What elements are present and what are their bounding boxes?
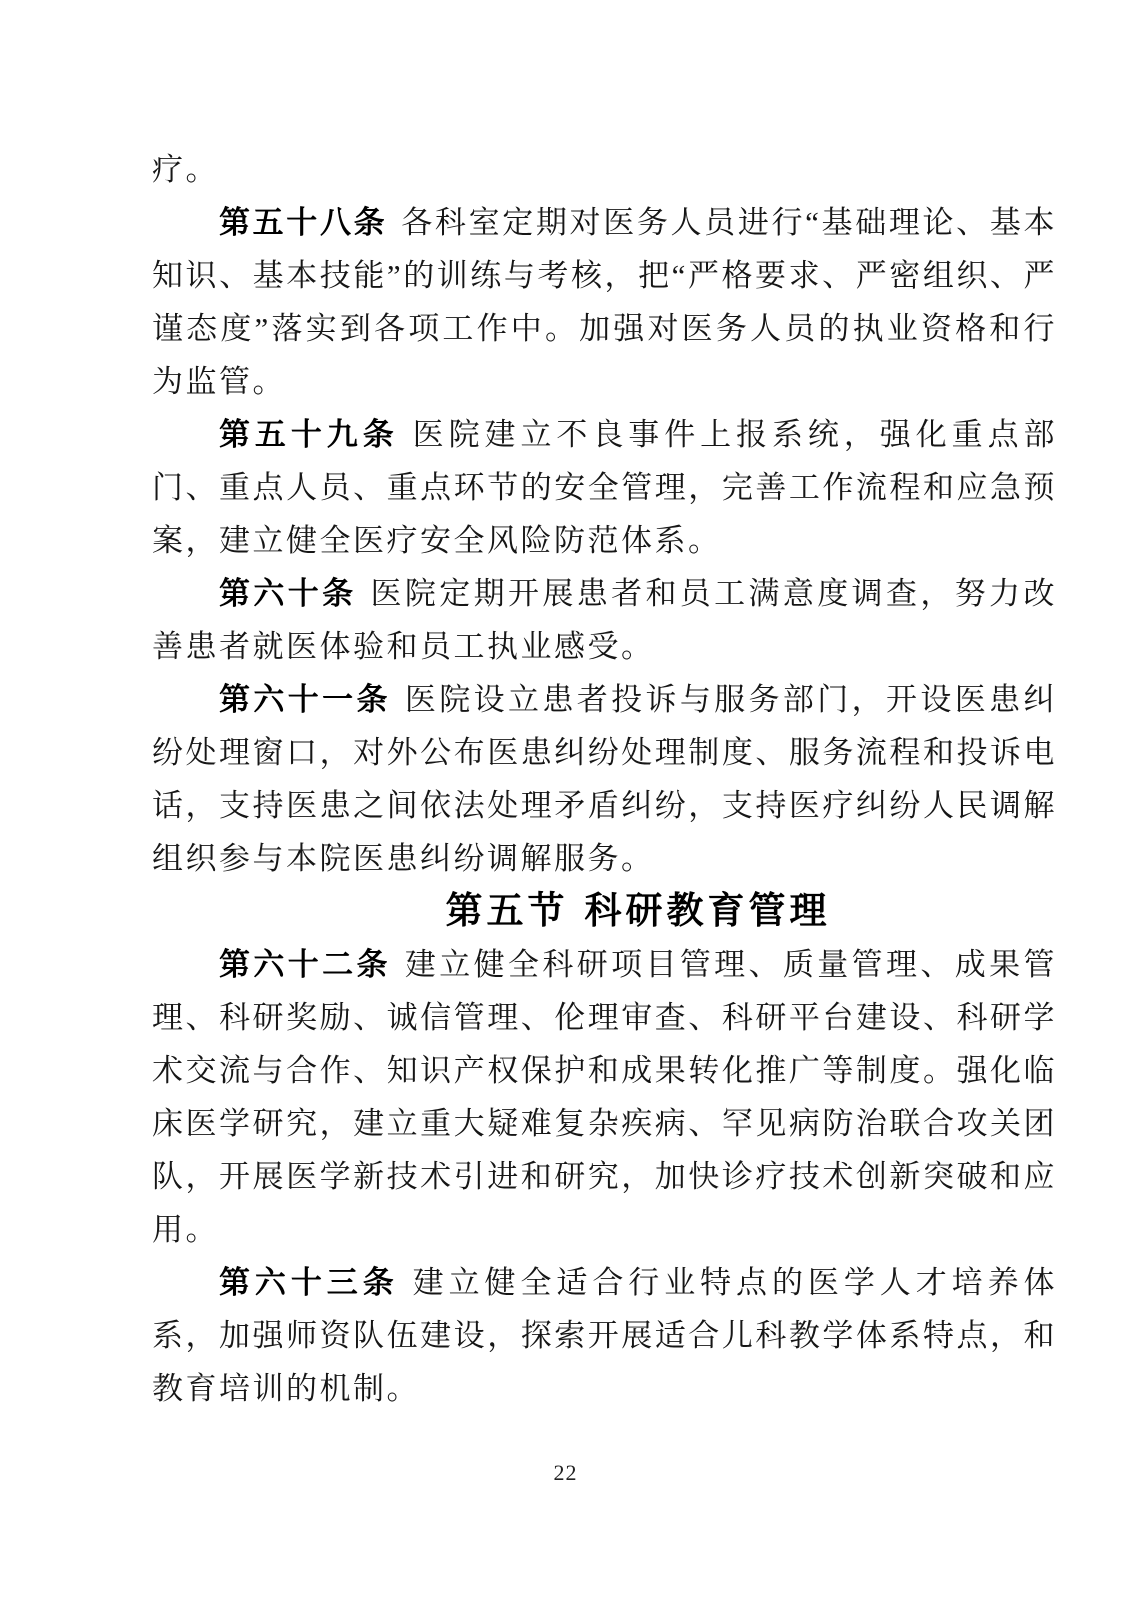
section-heading-title: 科研教育管理 <box>584 891 831 932</box>
article-63-number: 第六十三条 <box>219 1265 399 1300</box>
article-58-text: 各科室定期对医务人员进行“基础理论、基本知识、基本技能”的训练与考核，把“严格要求、严密组织、严谨态度”落实到各项工作中。加强对医务人员的执业资格和行为监管。 <box>152 205 1057 399</box>
section-heading-label: 第五节 <box>445 891 569 932</box>
article-60-text: 医院定期开展患者和员工满意度调查，努力改善患者就医体验和员工执业感受。 <box>152 576 1058 664</box>
section-heading <box>152 885 1057 938</box>
article-58-paragraph <box>152 196 1057 408</box>
article-59-text: 医院建立不良事件上报系统，强化重点部门、重点人员、重点环节的安全管理，完善工作流程和应急预案，建立健全医疗安全风险防范体系。 <box>152 417 1058 558</box>
article-63-text: 建立健全适合行业特点的医学人才培养体系，加强师资队伍建设，探索开展适合儿科教学体系特点，和教育培训的机制。 <box>152 1265 1058 1406</box>
article-60-paragraph <box>152 567 1057 673</box>
article-62-number: 第六十二条 <box>219 947 391 982</box>
document-body <box>152 143 1057 1415</box>
article-59-paragraph <box>152 408 1057 567</box>
article-61-text: 医院设立患者投诉与服务部门，开设医患纠纷处理窗口，对外公布医患纠纷处理制度、服务流程和投诉电话，支持医患之间依法处理矛盾纠纷，支持医疗纠纷人民调解组织参与本院医患纠纷调解服务。 <box>152 682 1058 876</box>
article-61-paragraph <box>152 673 1057 885</box>
article-62-text: 建立健全科研项目管理、质量管理、成果管理、科研奖励、诚信管理、伦理审查、科研平台建设、科研学术交流与合作、知识产权保护和成果转化推广等制度。强化临床医学研究，建立重大疑难复杂疾病、罕见病防治联合攻关团队，开展医学新技术引进和研究，加快诊疗技术创新突破和应用。 <box>152 947 1058 1247</box>
article-59-number: 第五十九条 <box>219 417 399 452</box>
article-61-number: 第六十一条 <box>219 682 391 717</box>
page-number: 22 <box>553 1460 578 1485</box>
article-60-number: 第六十条 <box>219 576 357 611</box>
article-63-paragraph <box>152 1256 1057 1415</box>
article-62-paragraph <box>152 938 1057 1256</box>
paragraph-continuation: 疗。 <box>152 152 219 187</box>
article-58-number: 第五十八条 <box>219 205 388 240</box>
